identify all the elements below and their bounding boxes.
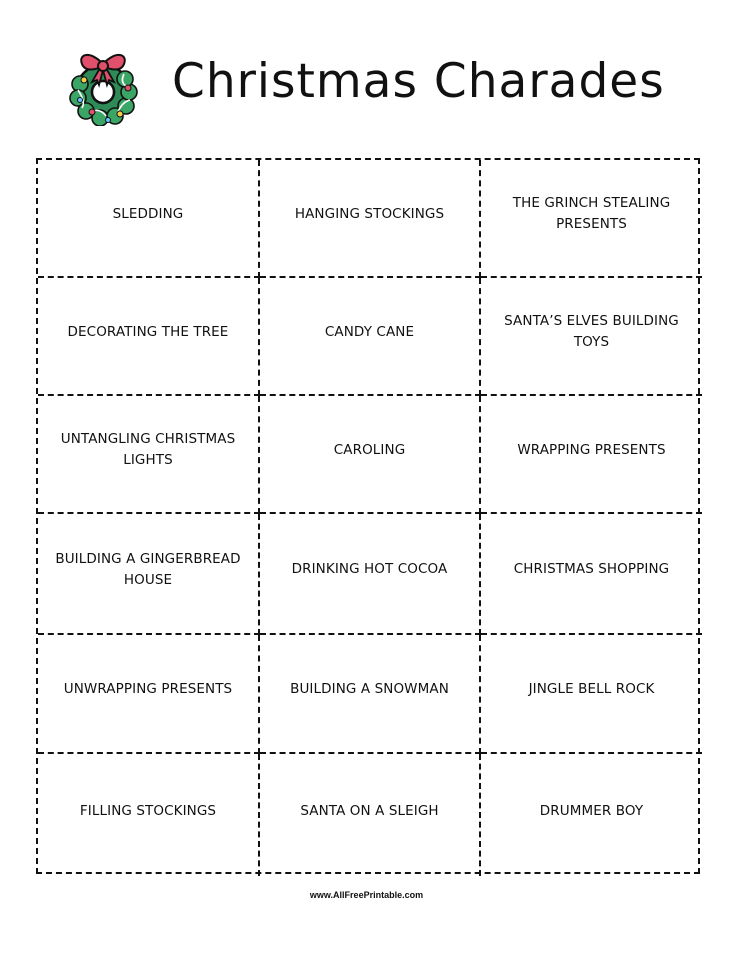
charade-card [38,160,260,278]
charade-card-text: BUILDING A GINGERBREAD HOUSE [55,550,241,588]
charade-card [481,514,702,635]
charade-card-text: BUILDING A SNOWMAN [290,681,449,697]
charade-card [38,514,260,635]
charade-card-text: WRAPPING PRESENTS [517,441,666,458]
page-header [0,0,733,150]
charade-card-text: DRINKING HOT COCOA [291,561,448,577]
charade-card [260,514,481,635]
charade-card [481,754,702,876]
charade-card [481,396,702,514]
footer-website: www.AllFreePrintable.com [309,890,424,900]
page-title: Christmas Charades [172,54,665,109]
charade-card-text: DRUMMER BOY [539,802,644,819]
charade-card [38,278,260,396]
charade-card-text: DECORATING THE TREE [67,323,229,340]
charade-card-text: CANDY CANE [324,323,415,340]
charade-card-text: SANTA ON A SLEIGH [300,802,439,819]
charade-card-text: UNWRAPPING PRESENTS [63,681,233,697]
charade-card-text: HANGING STOCKINGS [294,205,445,222]
charade-card-text: FILLING STOCKINGS [79,802,217,819]
christmas-wreath-icon [62,42,144,126]
charade-card [38,635,260,754]
charade-card [481,160,702,278]
charades-card-grid [36,158,700,874]
charade-card [260,396,481,514]
charade-card-text: UNTANGLING CHRISTMAS LIGHTS [60,431,236,468]
charade-card [481,635,702,754]
charade-card-text: THE GRINCH STEALING PRESENTS [512,195,671,232]
charade-card [260,635,481,754]
charade-card [260,160,481,278]
charade-card-text: SLEDDING [112,205,184,222]
charade-card [260,754,481,876]
charade-card-text: JINGLE BELL ROCK [528,681,655,697]
charade-card [481,278,702,396]
charade-card-text: CAROLING [333,441,406,458]
charade-card [38,396,260,514]
charade-card [38,754,260,876]
charade-card-text: CHRISTMAS SHOPPING [513,561,670,577]
charade-card [260,278,481,396]
charade-card-text: SANTA’S ELVES BUILDING TOYS [504,313,679,350]
